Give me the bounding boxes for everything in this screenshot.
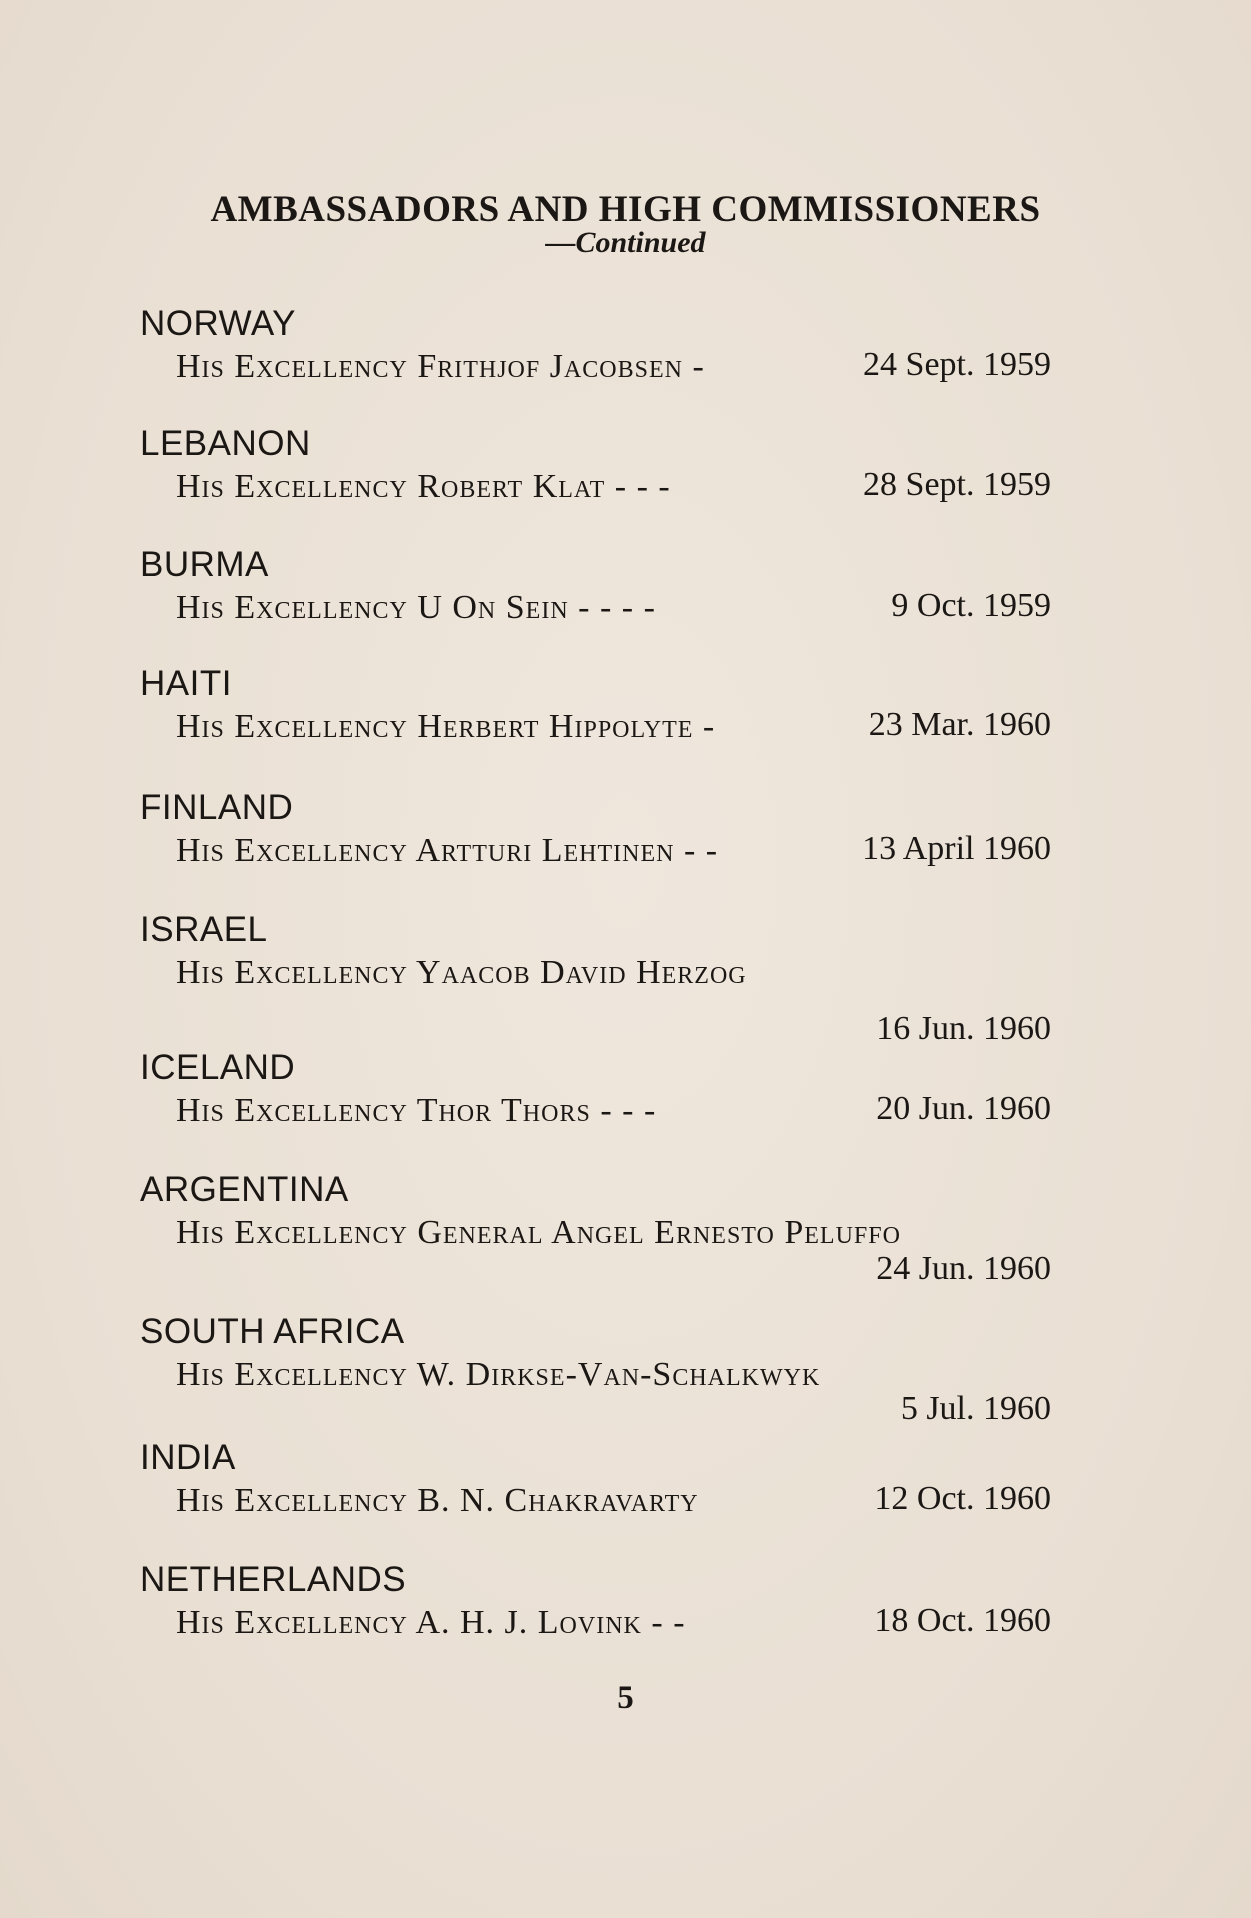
country-name: NETHERLANDS — [140, 1560, 407, 1599]
country-name: ICELAND — [140, 1048, 296, 1087]
appointment-date: 18 Oct. 1960 — [874, 1602, 1051, 1639]
holder-name: His Excellency Thor Thors - - - — [176, 1092, 657, 1129]
holder-name: His Excellency U On Sein - - - - — [176, 589, 656, 626]
country-name: BURMA — [140, 545, 269, 584]
holder-name: His Excellency General Angel Ernesto Peluffo — [176, 1214, 901, 1251]
appointment-date: 16 Jun. 1960 — [876, 1010, 1051, 1047]
country-name: ARGENTINA — [140, 1170, 349, 1209]
holder-name: His Excellency Robert Klat - - - — [176, 468, 671, 505]
appointment-date: 13 April 1960 — [862, 830, 1051, 867]
holder-name: His Excellency W. Dirkse-Van-Schalkwyk — [176, 1356, 821, 1393]
page-number: 5 — [617, 1680, 634, 1716]
appointment-date: 24 Jun. 1960 — [876, 1250, 1051, 1287]
page-title: AMBASSADORS AND HIGH COMMISSIONERS — [210, 189, 1041, 230]
country-name: HAITI — [140, 664, 232, 703]
page-subtitle: —Continued — [545, 226, 706, 259]
appointment-date: 28 Sept. 1959 — [863, 466, 1051, 503]
appointment-date: 24 Sept. 1959 — [863, 346, 1051, 383]
appointment-date: 23 Mar. 1960 — [868, 706, 1051, 743]
country-name: INDIA — [140, 1438, 236, 1477]
holder-name: His Excellency Artturi Lehtinen - - — [176, 832, 719, 869]
holder-name: His Excellency Frithjof Jacobsen - — [176, 348, 705, 385]
holder-name: His Excellency B. N. Chakravarty — [176, 1482, 699, 1519]
appointment-date: 5 Jul. 1960 — [900, 1390, 1051, 1427]
holder-name: His Excellency A. H. J. Lovink - - — [176, 1604, 686, 1641]
appointment-date: 12 Oct. 1960 — [874, 1480, 1051, 1517]
appointment-date: 9 Oct. 1959 — [891, 587, 1051, 624]
country-name: ISRAEL — [140, 910, 268, 949]
country-name: NORWAY — [140, 304, 296, 343]
holder-name: His Excellency Herbert Hippolyte - — [176, 708, 716, 745]
country-name: FINLAND — [140, 788, 294, 827]
country-name: LEBANON — [140, 424, 311, 463]
country-name: SOUTH AFRICA — [140, 1312, 405, 1351]
holder-name: His Excellency Yaacob David Herzog — [176, 954, 747, 991]
appointment-date: 20 Jun. 1960 — [876, 1090, 1051, 1127]
